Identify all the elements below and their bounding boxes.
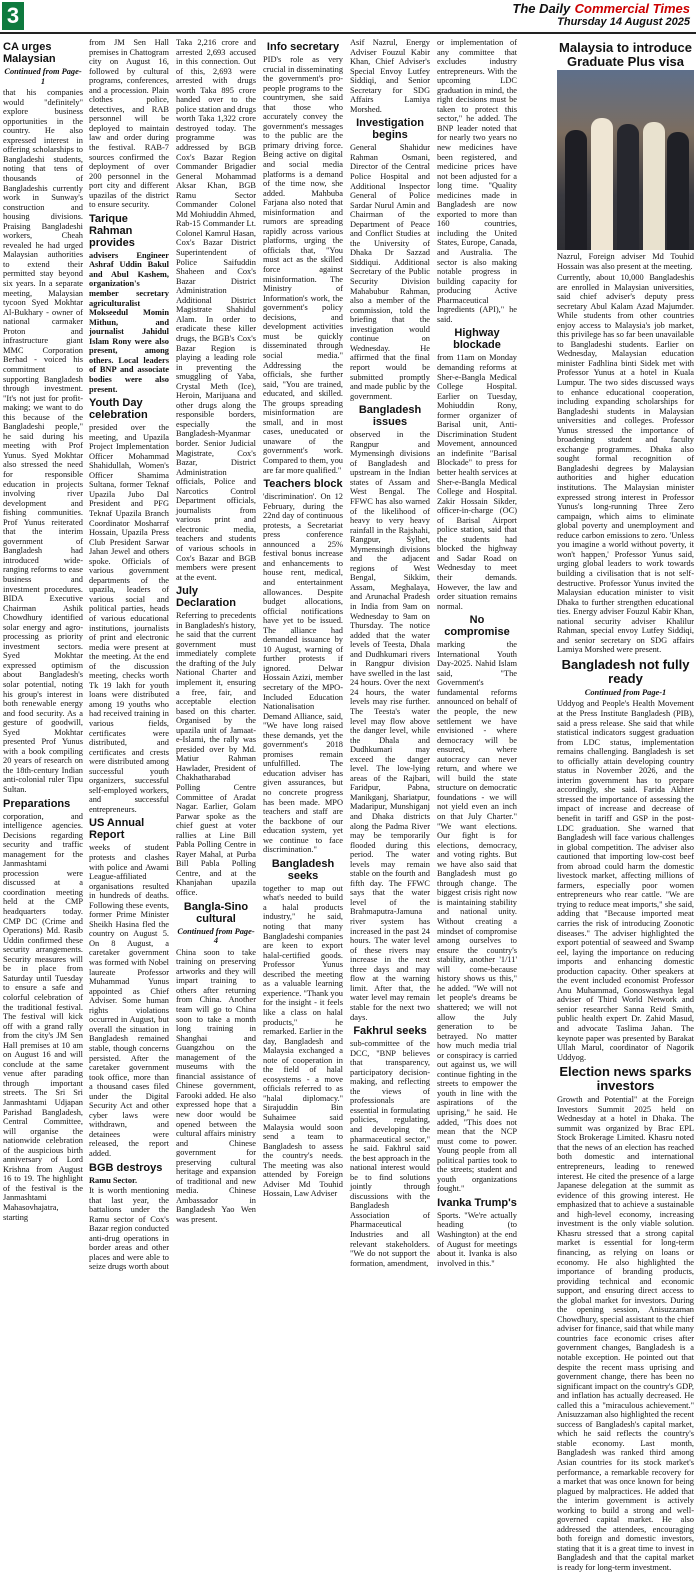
paragraph: General Shahidur Rahman Osmani, Director of the Central Police Hospital and Additional Inspector General of Police Sardar Nurul Amin and Chairman of the Department of Peace and Conflict Studies at the University of Dhaka Dr Sazzad Siddiqui. Additional Secretary of the Public Security Division Mahabubur Rahman, also a member of the commission, told the briefing that the investigation would continue on Wednesday. He affirmed that the final report would be submitted promptly and made public by the government. xyxy=(350,143,430,401)
headline: Bangla-Sino cultural xyxy=(183,900,249,925)
headline: Investigation begins xyxy=(356,117,424,142)
paragraph: Growth and Potential" at the Foreign Investors Summit 2025 held on Wednesday at a hotel in Dhaka. The summit was organized by Brac EPL Stock Brokerage Limited. Khasru noted that the news of an election has reached both domestic and international entrepreneurs, leading to renewed interest. He cited the presence of a large Japanese delegation at the summit as evidence of this growing interest. He emphasized that to achieve a sustainable and high-level economy, increasing investment is the only viable solution. Khasru stressed that a strong capital market is essential for long-term financing, as relying on loans or economy. He also highlighted the importance of branding products, providing technical and economic support, and ensuring direct access to the global market for investors. During the opening session, Anisuzzaman Chowdhury, special assistant to the chief adviser for finance, said that while many countries face economic crises after government changes, Bangladesh is a notable exception. He pointed out that despite the recent mass uprising and government change, there has been no significant impact on the country's GDP, and inflation has actually decreased. He called this a "miraculous achievement." Anisuzzaman also highlighted the recent success of Bangladesh's capital market, which he said reflects the country's stable economy. Last month, Bangladesh was ranked third among Asian countries for its stock market's performance, a remarkable recovery for a market that was once known for being plagued by malpractices. He added that the interim government is actively working to build a strong and well-governed capital market. He also addressed the attendees, encouraging both foreign and domestic investors, stating that it is a great time to invest in Bangladesh and that the capital market is ready for long-term investment. xyxy=(557,1095,694,1572)
column-7-body xyxy=(557,273,694,1572)
headline: Bangladesh not fully ready xyxy=(561,656,690,686)
headline: Tarique Rahman provides xyxy=(89,212,135,249)
headline: Election news sparks investors xyxy=(559,1064,692,1094)
paragraph: or implementation of any committee that excludes industry entrepreneurs. With the upcoming LDC graduation in mind, the right decisions must be taken to protect this sector," he added. The BNP leader noted that for nearly two years no new medicines have been registered, and medicine prices have not been adjusted for a long time. "Quality medicines made in Bangladesh are now exported to more than 160 countries, including the United States, Europe, Canada, and Australia. The sector is also making notable progress in building capacity for producing Active Pharmaceutical Ingredients (API)," he said. xyxy=(437,38,517,324)
brand-line2: Commercial Times xyxy=(574,1,690,16)
paragraph: presided over the meeting, and Upazila Project Implementation Officer Mohammad Shahidullah, Women's Officer Shamima Sultana, former Teknaf Upazila Jubo Dal President and PFG Teknaf Upazila Branch Coordinator Mosharraf Hossain, Upazila Press Club President Sarwar Jahan Jewel and others spoke. Officials of various government departments of the upazila, leaders of various social and political parties, heads of various educational institutions, journalists of print and electronic media were present at the meeting. At the end of the discussion meeting, checks worth Tk 19 lakh for youth loans were distributed among 19 youths who had received training in various fields, certificates were distributed, and certificates and crests were distributed among successful youth organizers, successful self-employed workers, and successful entrepreneurs. xyxy=(89,423,169,814)
paragraph: 'discrimination'. On 12 February, during the 22nd day of continuous protests, a Secretariat press conference announced a 25% festival bonus increase and enhancements to house rent, medical, and entertainment allowances. Despite budget allocations, official notifications have yet to be issued. The alliance had demanded issuance by 10 August, warning of further protests if ignored. Delwar Hossain Azizi, member secretary of the MPO-Included Education Nationalisation Demand Alliance, said, "We have long raised these demands, yet the government's 2018 promises remain unfulfilled. The education adviser has given assurances, but no concrete progress has been made. MPO teachers and staff are the backbone of our education system, yet we continue to face discrimination." xyxy=(263,492,343,855)
headline: Bangladesh issues xyxy=(358,404,422,429)
paragraph: observed in the Rangpur and Mymensingh divisions of Bangladesh and upstream in the Indian states of Assam and West Bengal. The FFWC has also warned of the likelihood of heavy to very heavy rainfall in the Rajshahi, Rangpur, Sylhet, Mymensingh divisions and the adjacent regions of West Bengal, Sikkim, Assam, Meghalaya, and Arunachal Pradesh in India from 9am on Wednesday to 9am on Thursday. The notice added that the water levels of Teesta, Dhala and Dudhkumari rivers in Rangpur division have swelled in the last 24 hours. Over the next 24 hours, the water levels may rise further. The Teesta's water level may flow above the danger level, while the Dhala and Dudhkumari may exceed the danger level. The low-lying areas of the Rajbari, Faridpur, Pabna, Manikganj, Shariatpur, Madaripur, Munshiganj and Dhaka districts along the Padma River may be temporarily flooded during this period. The water levels may remain stable on the fourth and fifth day. The FFWC says that the water level of the Brahmaputra-Jamuna river system has increased in the past 24 hours. The water level of these rivers may increase in the next three days and may flow at the warning limit. After that, the water level may remain stable for the next two days. xyxy=(350,430,430,1022)
paragraph: corporation, and intelligence agencies. Decisions regarding security and traffic management for the Janmashtami procession were discussed at a coordination meeting held at the CMP headquarters today. CMP DC (Crime and Operations) Md. Rasib Uddin confirmed these security arrangements. Security measures will be in place from Saturday until Tuesday to ensure a safe and colorful celebration of the traditional festival. The festival will kick off with a grand rally from the city's JM Sen Hall premises at 10 am on August 16 and will conclude at the same venue after parading through important streets. The Sri Sri Janmashtami Udjapan Parishad Bangladesh, Central Committee, will organise the nationwide celebration of the auspicious birth anniversary of Lord Krishna from August 16 to 19. The highlight of the festival is the Janmashtami Mahasovhajatra, starting xyxy=(3,811,83,1222)
column-1 xyxy=(3,38,83,1222)
headline: July Declaration xyxy=(176,585,236,610)
masthead-rule xyxy=(0,32,696,34)
paragraph: It is worth mentioning that last year, the battalions under the Ramu sector of Cox's Bazar region conducted anti-drug operations in border areas and other places and were able to seize drugs worth about xyxy=(89,1186,169,1272)
paragraph: Currently, about 10,000 Bangladeshis are enrolled in Malaysian universities, said chief adviser's deputy press secretary Abul Kalam Azad Majumder. While students from other countries enjoy access to Malaysia's job market, this privilege has so far been unavailable to Bangladeshi students. Earlier on Wednesday, Malaysian education minister Fadhlina binti Sidek met with Professor Yunus at a hotel in Kuala Lumpur. The two sides discussed ways to enhance educational cooperation, including expanding scholarships for Bangladeshi students in Malaysian universities and colleges. Professor Yunus stressed the importance of broadening student and faculty exchange programmes. Dhaka also sought formal recognition of Bangladeshi degrees by Malaysian authorities and higher education institutions. The Malaysian minister expressed strong interest in Professor Yunus's long-running Three Zero campaign, which aims to eliminate global poverty and unemployment and reduce carbon emissions to zero. 'Unless you imagine a world without poverty, it won't happen,' Professor Yunus said, urging global leaders to work towards building a civilisation that is not self-destructive. Professor Yunus invited the Malaysian education minister to visit Dhaka to further strengthen educational ties. Energy adviser Fouzul Kabir Khan, national security adviser Khalilur Rahman, special envoy Lutfey Siddiqi, and senior secretary on SDG affairs Lamiya Morshed were present. xyxy=(557,273,694,655)
paragraph: that his companies would "definitely" explore business opportunities in the country. He also expressed interest in offering scholarships to Bangladeshi students, noting that tens of thousands of Bangladeshis currently work in Sunway's construction and housing divisions. Praising Bangladeshi workers, Cheah revealed he had urged Malaysian authorities to extend their permitted stay beyond six years. In a separate meeting, Malaysian tycoon Syed Mokhtar Al-Bukhary - owner of national carmaker Proton and infrastructure giant MMC Corporation Berhad - voiced his commitment to supporting Bangladesh through investment. "It's not just for profit-making; we want to do this because of the Bangladeshi people," he said during his meeting with Prof Yunus. Syed Mokhtar also stressed the need for responsible education in projects involving river development and fishing communities. Prof Yunus reiterated that the interim government of Bangladesh had introduced wide-ranging reforms to ease business and investment procedures. BIDA Executive Chairman Ashik Chowdhury identified solar energy and agro-processing as priority investment sectors. Syed Mokhtar expressed optimism about Bangladesh's solar potential, noting his group's interest in both renewable energy and food security. As a gesture of goodwill, Syed Mokhtar presented Prof Yunus with a book compiling 20 years of research on the 18th-century Indian anti-colonial ruler Tipu Sultan. xyxy=(3,88,83,795)
headline: Fakhrul seeks xyxy=(353,1025,427,1038)
paragraph: sub-committee of the DCC, "BNP believes that transparency, participatory decision-making, and reflecting the views of professionals are essential in formulating policies, regulating, and developing the pharmaceutical sector," he said. Fakhrul said the best approach in the national interest would be to find solutions jointly through discussions with the Bangladesh Association of Pharmaceutical Industries and all relevant stakeholders. "We do not support the formation, amendment, xyxy=(350,1039,430,1268)
continued-note: Continued from Page-1 xyxy=(584,687,667,697)
column-7-top xyxy=(557,38,694,70)
headline: Preparations xyxy=(3,797,71,810)
continued-note: Continued from Page-1 xyxy=(4,67,82,86)
paragraph: PID's role as very crucial in disseminating the government's pro-people programs to the countrymen, she said that those who accurately convey the government's messages to the public are the primary driving force. Being active on digital and social media platforms is a demand of the time now, she added. Mahbuba Farjana also noted that misinformation and rumors are spreading rapidly across various platforms, urging the officials that, "You must act as the skilled force against misinformation. The Ministry of Information's work, the government's policy decisions, and development activities must be quickly disseminated through social media." Addressing the officials, she further said, "You are trained, educated, and skilled. The groups spreading misinformation are small, and in most cases, uneducated or unaware of the government's work. Compared to them, you are far more qualified." xyxy=(263,55,344,475)
masthead xyxy=(0,0,696,32)
headline: Teachers block xyxy=(263,478,343,491)
paragraph-bold: advisers Engineer Ashraf Uddin Bakul and Abul Kashem, organization's member secretary agriculturalist Mokseedul Momin Mithun, and journalist Jahidul Islam Rony were also present, among others. Local leaders of BNP and associate bodies were also present. xyxy=(89,250,169,394)
dateline: Thursday 14 August 2025 xyxy=(557,16,690,28)
headline: US Annual Report xyxy=(89,817,145,842)
paragraph: together to map out what's needed to build a halal products industry," he said, noting that many Bangladeshi companies are keen to export halal-certified goods. Professor Yunus described the meeting as a valuable learning experience. "Thank you for the insight - it feels like a class on halal products," he remarked. Earlier in the day, Bangladesh and Malaysia exchanged a note of cooperation in the field of halal ecosystems - a move officials referred to as "halal diplomacy." Sirajuddin Bin Suhaimee said Malaysia would soon send a team to Bangladesh to assess the country's needs. The meeting was also attended by Foreign Adviser Md Touhid Hossain, Law Adviser xyxy=(263,883,343,1199)
paragraph: Referring to precedents in Bangladesh's history, he said that the current government must immediately complete the drafting of the July National Charter and implement it, ensuring a free, fair, and acceptable election based on this charter. Organised by the upazila unit of Jamaat-e-Islami, the rally was presided over by Md. Matiur Rahman Hawlader, President of Chakhatharabad Polling Centre Committee of Aradat Nagar. Earlier, Golam Parwar spoke as the chief guest at voter rallies at Line Bill Pabla Polling Centre in Rayer Mahal, at Purba Bill Pabla Polling Centre, and at the Khanjahan upazila office. xyxy=(176,611,256,898)
column-3 xyxy=(176,38,256,1224)
headline: No compromise xyxy=(444,614,510,639)
paragraph: Taka 2,216 crore and arrested 2,693 accused in this connection. Out of this, 2,693 were arrested with drugs worth Taka 895 crore handed over to the police station and drugs worth Taka 1,322 crore destroyed today. The programme was addressed by BGB Cox's Bazar Region Commander Brigadier General Mohammad Aksar Khan, BGB Ramu Sector Commander Colonel Md Mohiuddin Ahmed, Rab-15 Commander Lt. Colonel Kamrul Hasan, Cox's Bazar District Superintendent of Police Saifuddin Shaheen and Cox's Bazar District Administration Additional District Magistrate Shahidul Alam. In order to eradicate these killer drugs, the BGB's Cox's Bazar Region is playing a leading role in preventing the smuggling of Yaba, Crystal Meth (Ice), Heroin, Marijuana and other drugs along the responsible borders, especially the Bangladesh-Myanmar border. Senior Judicial Magistrate, Cox's Bazar, District Administration officials, Police and Narcotics Control Department officials, journalists from various print and electronic media, teachers and students of various schools in Cox's Bazar and BGB members were present at the event. xyxy=(176,38,256,582)
column-2 xyxy=(89,38,170,1272)
headline: Highway blockade xyxy=(453,327,501,352)
meeting-photo xyxy=(557,70,694,250)
paragraph-bold: Ramu Sector. xyxy=(89,1175,138,1185)
column-5 xyxy=(350,38,430,1268)
paragraph: Sports. "We're actually heading (to Washington) at the end of August for meetings about it. Ivanka is also involved in this." xyxy=(437,1210,517,1268)
headline: Info secretary xyxy=(266,41,340,53)
headline: Youth Day celebration xyxy=(89,397,148,422)
paragraph: China soon to take training on preserving artworks and they will impart training to others after returning from China. Another team will go to China soon to take a month long training in Shanghai and Guangzhou on the management of the museums with the financial assistance of Chinese government, Farooki added. He also expressed hope that a new door would be opened between the cultural affairs ministry and Chinese government for preserving cultural heritage and expansion of traditional and new media. Chinese Ambassador in Bangladesh Yao Wen was present. xyxy=(176,947,256,1224)
paragraph: Uddyog and People's Health Movement at the Press Institute Bangladesh (PIB), said a press release. She said that while statistical indicators suggest graduation from LDC status, implementation remains challenging. Bangladesh is set to officially attain developing country status in November 2026, and the interim government has to prepare accordingly, she said. Farida Akhter stressed the importance of assessing the impact of increase and decrease of benefit in tariff and GSP in the post-LDC graduation. She warned that Bangladesh will face various challenges in global competition. The adviser also cautioned that importing low-cost beef from abroad could harm the domestic livestock market, affecting millions of farmers, especially poor women entrepreneurs who rear cattle. "We are trying to reduce meat imports," she said, adding that "Because imported meat carries the risk of introducing Zoonotic diseases." The adviser highlighted the export potential of seaweed and Swamp eel, laying the importance on reducing imports and enhancing domestic production capacity. Other speakers at the event included economist Professor Anu Muhammad, Gonoswasthya legal adviser of Third World Network and senior researcher Sanna Reid Smith, public health expert Dr. Zahid Masud, and advocate Taslima Jahan. The keynote paper was presented by Barakat Ullah Marul, coordinator of Nagorik Uddyog. xyxy=(557,699,694,1062)
paragraph: Asif Nazrul, Energy Adviser Fouzul Kabir Khan, Chief Adviser's Special Envoy Lutfey Siddiqi, and Senior Secretary for SDG Affairs Lamiya Morshed. xyxy=(350,38,430,114)
headline: CA urges Malaysian xyxy=(3,41,56,65)
headline: Ivanka Trump's xyxy=(437,1196,517,1209)
paragraph: from 11am on Monday demanding reforms at Sher-e-Bangla Medical College Hospital. Earlier on Tuesday, Mohiuddin Rony, former organizer of Barisal unit, Anti-Discrimination Student Movement, announced an indefinite "Barisal Blockade" to press for better health services at Sher-e-Bangla Medical College and Hospital. Zakir Hossain Sikder, officer-in-charge (OC) of Barisal Airport police station, said that the students had blocked the highway and Sadar Road on Wednesday to meet their demands. However, the law and order situation remains normal. xyxy=(437,353,517,611)
paragraph: from JM Sen Hall premises in Chattogram city on August 16, followed by cultural programs, conferences, and a procession. Plain clothes police, detectives, and RAB personnel will be deployed to maintain law and order during the festival. RAB-7 sources confirmed the deployment of over 200 personnel in the port city and different upazilas of the district to ensure security. xyxy=(89,38,170,210)
column-4 xyxy=(263,38,344,1199)
photo-caption-text: Nazrul, Foreign adviser Md Touhid Hossain was also present at the meeting. xyxy=(557,252,694,271)
page-number: 3 xyxy=(2,2,24,30)
brand-line1: The Daily xyxy=(512,1,571,16)
headline: Bangladesh seeks xyxy=(271,857,335,882)
paragraph: marking the International Youth Day-2025. Nahid Islam said, "The Government's fundamental reforms announced on behalf of the people, the new settlement we have envisioned - where democracy will be ensured, where autocracy can never return, and where we will build the state structure on democratic foundations - we will not yield even an inch on that July Charter." "We want elections. Our fight is for elections, democracy, and voting rights. But we have also said that Bangladesh must go through change. The biggest crisis right now is maintaining stability and national unity. Without creating a mindset of compromise among ourselves to ensure the country's stability, another '1/11' will come-because history shows us this," he added. "We will not let people's dreams be shattered; we will not allow the July generation to be betrayed. No matter how much media trial or conspiracy is carried out against us, we will continue fighting in the streets to empower the youth in line with the aspirations of the uprising," he said. He added, "This does not mean that the NCP must come to power. Young people from all political parties took to the streets; student and youth organizations fought." xyxy=(437,640,517,1194)
headline: Malaysia to introduce Graduate Plus visa xyxy=(559,40,692,69)
continued-note: Continued from Page-4 xyxy=(177,926,255,946)
column-6 xyxy=(437,38,517,1268)
paragraph: weeks of student protests and clashes with police and Awami League-affiliated organisations resulted in hundreds of deaths. Following these events, former Prime Minister Sheikh Hasina fled the country on August 5. On 8 August, a caretaker government was formed with Nobel laureate Professor Muhammad Yunus appointed as Chief Adviser. Some human rights violations occurred in August, but overall the situation in Bangladesh remained stable, though concerns persisted. After the caretaker government took office, more than a thousand cases filed under the Digital Security Act and other cyber laws were withdrawn, and detainees were released, the report added. xyxy=(89,843,169,1158)
photo-caption xyxy=(557,252,694,274)
headline: BGB destroys xyxy=(89,1161,163,1174)
